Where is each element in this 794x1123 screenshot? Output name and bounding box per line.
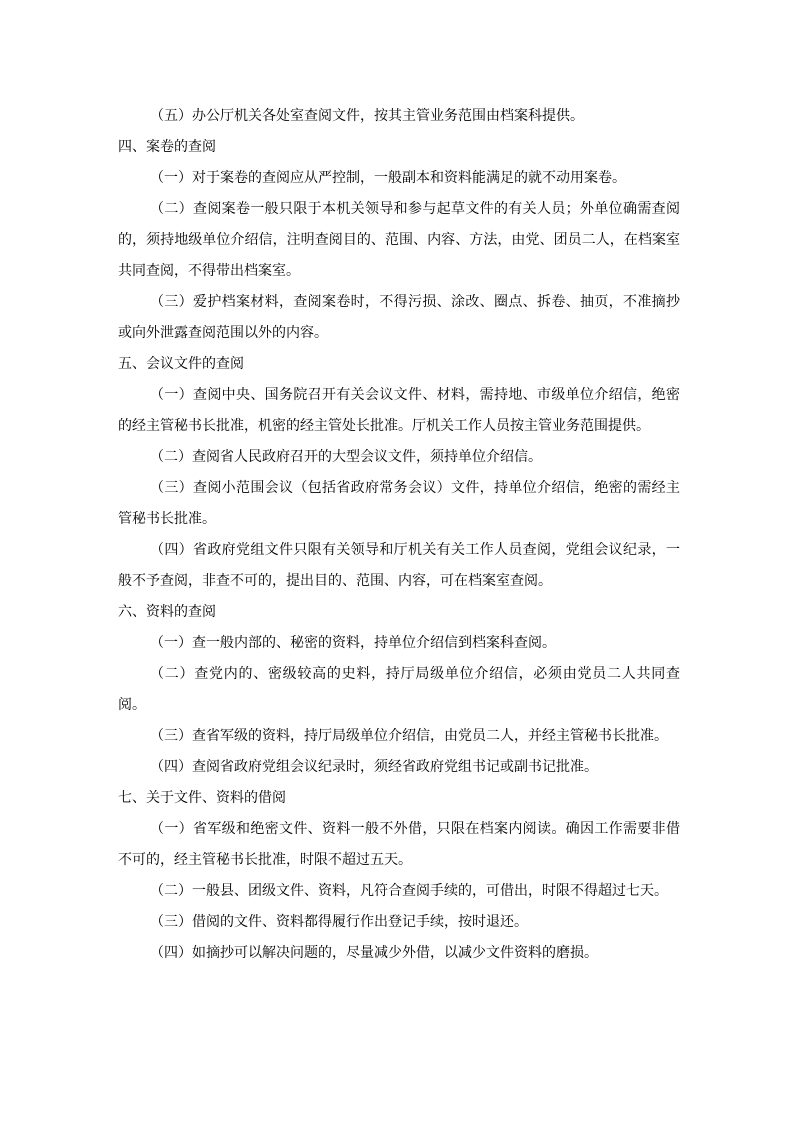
section-heading-7: 七、关于文件、资料的借阅 [118, 790, 286, 806]
paragraph-6-3: （三）查省军级的资料，持厅局级单位介绍信，由党员二人，并经主管秘书长批准。 [150, 728, 668, 744]
paragraph-7-3: （三）借阅的文件、资料都得履行作出登记手续，按时退还。 [150, 914, 528, 930]
paragraph-4-2: （二）查阅案卷一般只限于本机关领导和参与起草文件的有关人员；外单位确需查阅的，须持地级单位介绍信，注明查阅目的、范围、内容、方法，由党、团员二人，在档案室共同查阅，不得带出档案室。 [118, 201, 680, 279]
paragraph-6-1: （一）查一般内部的、秘密的资料，持单位介绍信到档案科查阅。 [150, 635, 556, 651]
document-body [118, 101, 680, 969]
paragraph-7-4: （四）如摘抄可以解决问题的，尽量减少外借，以减少文件资料的磨损。 [150, 945, 598, 961]
paragraph-4-3: （三）爱护档案材料，查阅案卷时，不得污损、涂改、圈点、拆卷、抽页，不准摘抄或向外泄露查阅范围以外的内容。 [118, 294, 680, 341]
section-heading-6: 六、资料的查阅 [118, 604, 216, 620]
section-heading-4: 四、案卷的查阅 [118, 139, 216, 155]
paragraph-5-1: （一）查阅中央、国务院召开有关会议文件、材料，需持地、市级单位介绍信，绝密的经主管秘书长批准，机密的经主管处长批准。厅机关工作人员按主管业务范围提供。 [118, 387, 680, 434]
paragraph-7-2: （二）一般县、团级文件、资料，凡符合查阅手续的，可借出，时限不得超过七天。 [150, 883, 668, 899]
paragraph-6-4: （四）查阅省政府党组会议纪录时，须经省政府党组书记或副书记批准。 [150, 759, 598, 775]
paragraph-5-3: （三）查阅小范围会议（包括省政府常务会议）文件，持单位介绍信，绝密的需经主管秘书长批准。 [118, 480, 680, 527]
paragraph-4-1: （一）对于案卷的查阅应从严控制，一般副本和资料能满足的就不动用案卷。 [150, 170, 626, 186]
section-heading-5: 五、会议文件的查阅 [118, 356, 244, 372]
paragraph-5-2: （二）查阅省人民政府召开的大型会议文件，须持单位介绍信。 [150, 449, 542, 465]
paragraph-6-2: （二）查党内的、密级较高的史料，持厅局级单位介绍信，必须由党员二人共同查阅。 [118, 666, 680, 713]
paragraph-5-5: （五）办公厅机关各处室查阅文件，按其主管业务范围由档案科提供。 [150, 108, 584, 124]
paragraph-5-4: （四）省政府党组文件只限有关领导和厅机关有关工作人员查阅，党组会议纪录，一般不予查阅，非查不可的，提出目的、范围、内容，可在档案室查阅。 [118, 542, 680, 589]
paragraph-7-1: （一）省军级和绝密文件、资料一般不外借，只限在档案内阅读。确因工作需要非借不可的，经主管秘书长批准，时限不超过五天。 [118, 821, 680, 868]
